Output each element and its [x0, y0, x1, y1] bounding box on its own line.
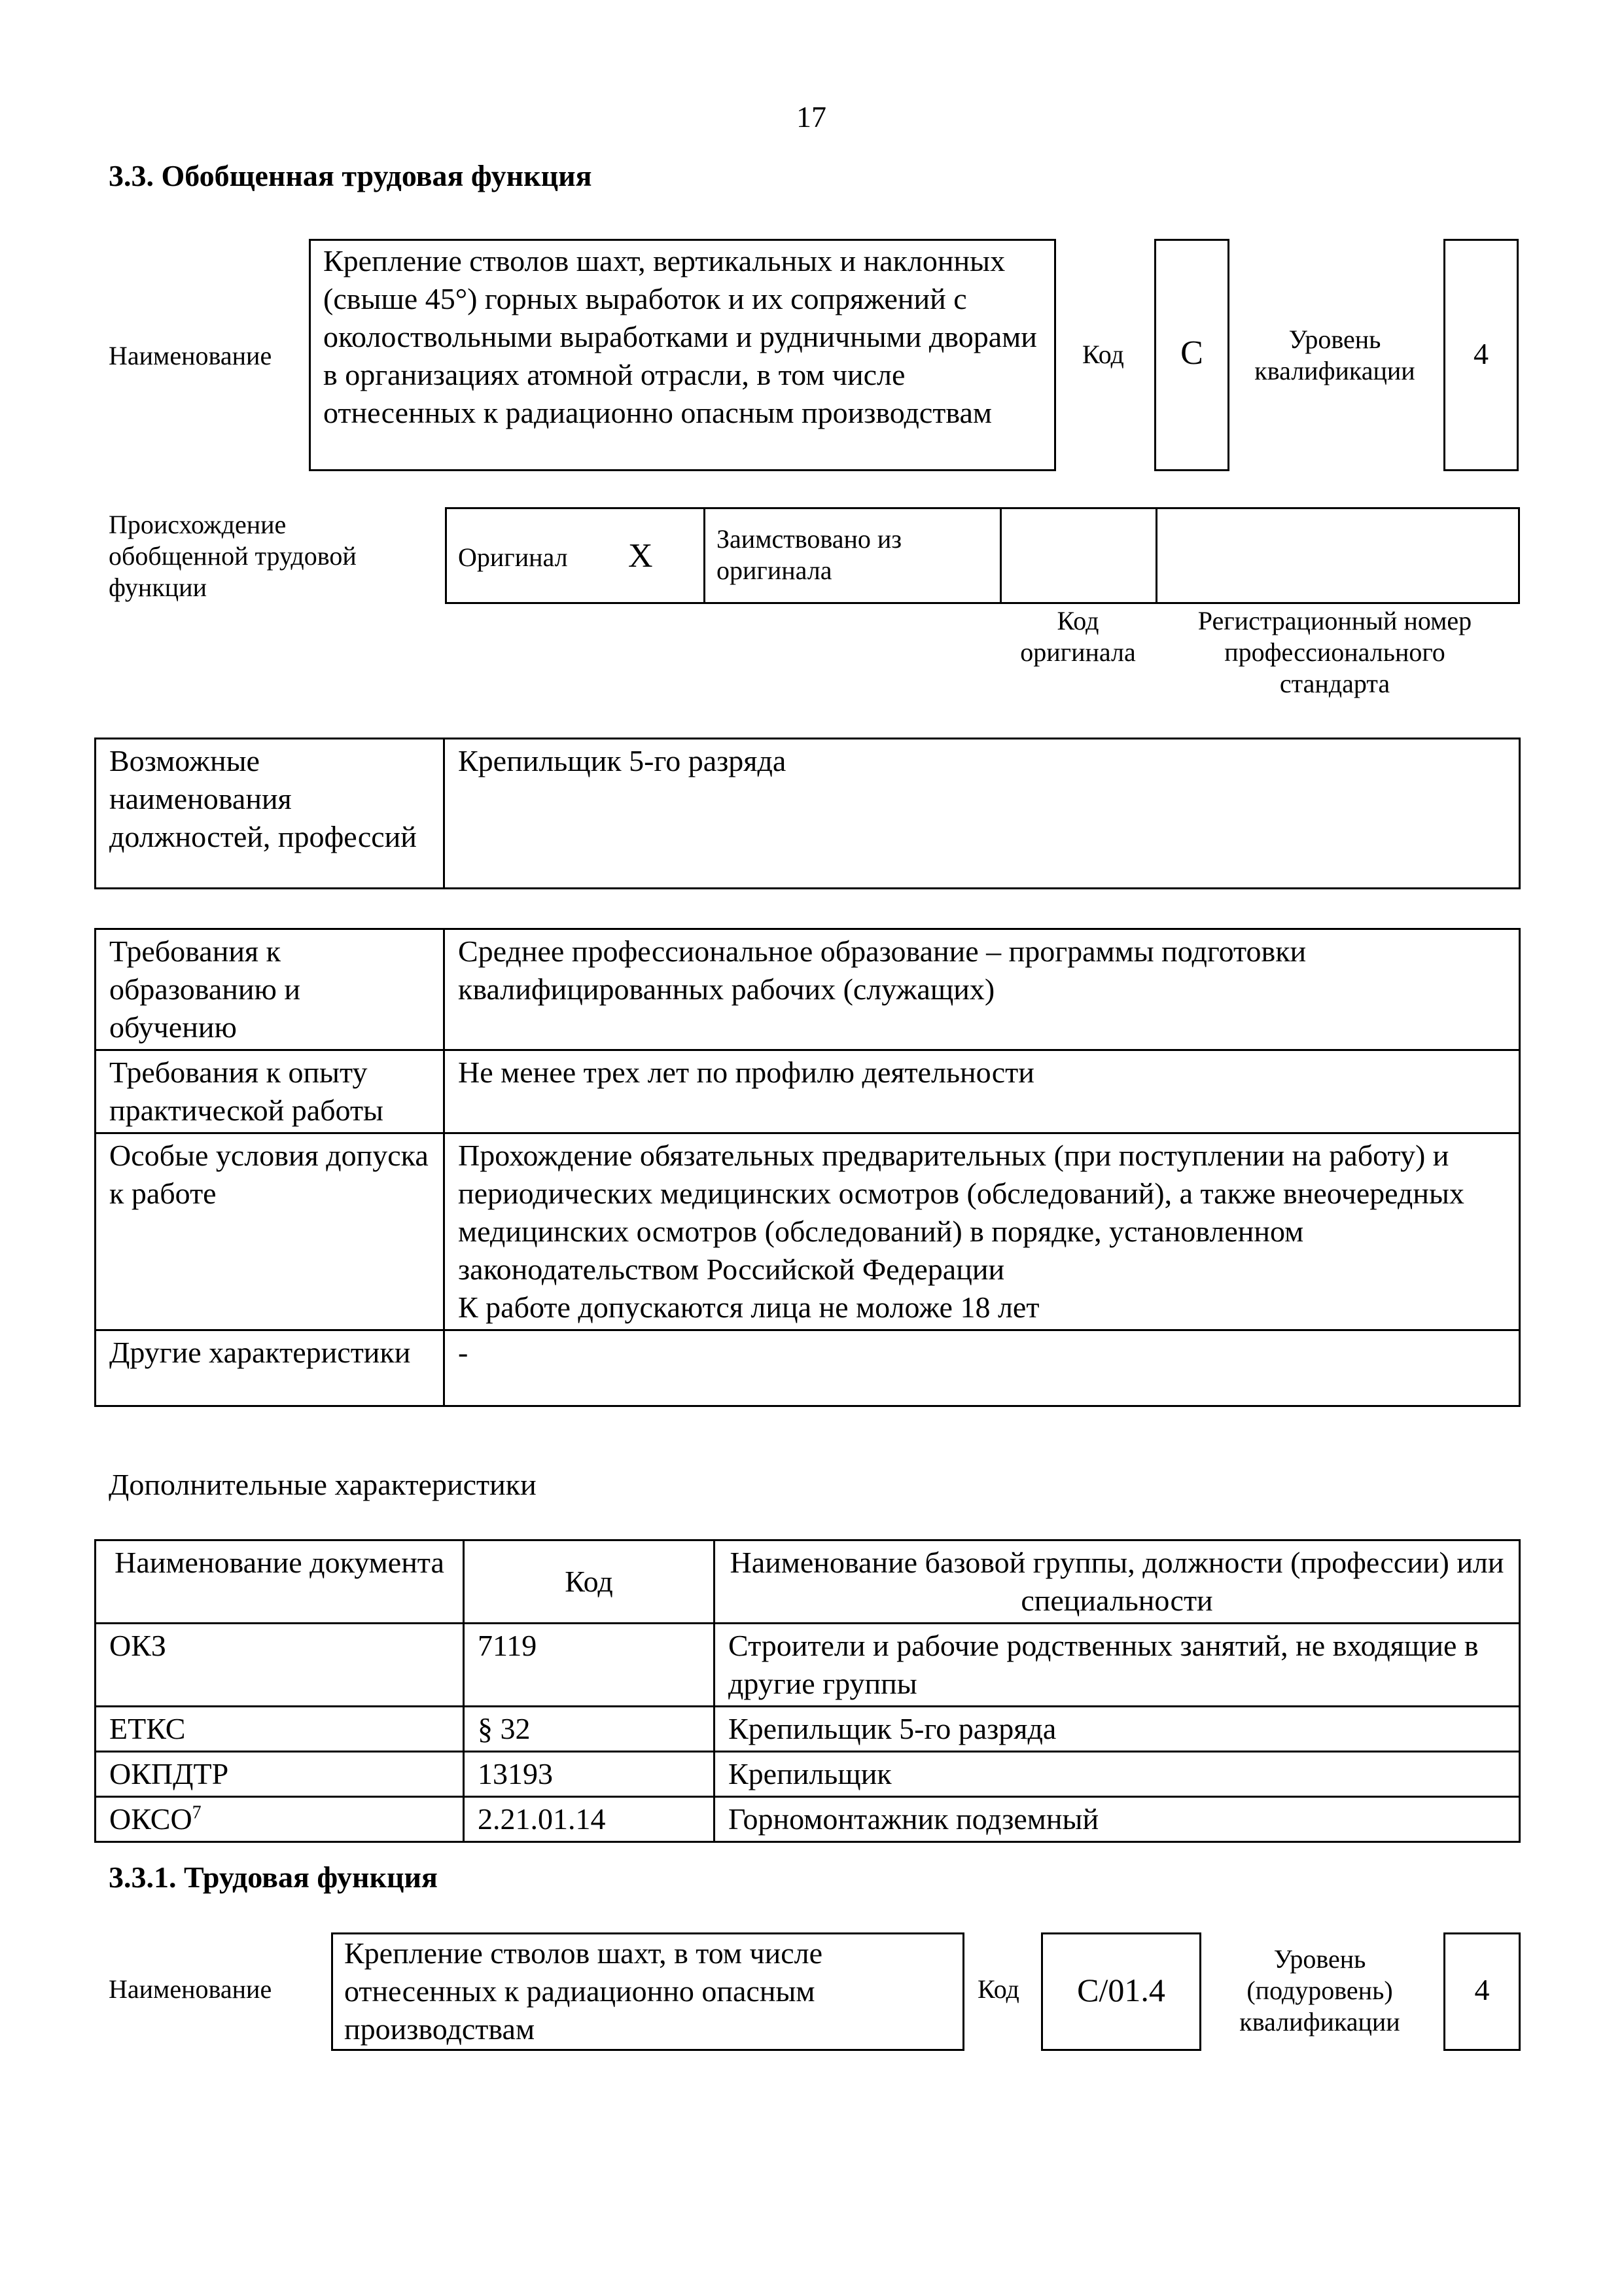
education-label: Требования к образованию и обучению — [96, 929, 444, 1050]
code-label: Код — [1082, 340, 1124, 369]
header-doc: Наименование документа — [96, 1540, 464, 1624]
reg-number-caption: Регистрационный номер профессионального стандарта — [1197, 606, 1472, 698]
header-name: Наименование базовой группы, должности (профессии) или специальности — [715, 1540, 1520, 1624]
row-name: Горномонтажник подземный — [715, 1797, 1520, 1842]
row-doc: ОКПДТР — [96, 1752, 464, 1797]
education-value: Среднее профессиональное образование – программы подготовки квалифицированных рабочих (служащих) — [444, 929, 1520, 1050]
positions-table — [94, 738, 1521, 889]
row-doc: ОКСО — [109, 1802, 192, 1836]
origin-divider — [1000, 507, 1002, 604]
admission-age: К работе допускаются лица не моложе 18 лет — [458, 1290, 1040, 1324]
original-label: Оригинал — [458, 543, 568, 572]
admission-label: Особые условия допуска к работе — [96, 1133, 444, 1330]
function-name-value: Крепление стволов шахт, в том числе отнесенных к радиационно опасным производствам — [344, 1936, 823, 2046]
other-value: - — [444, 1330, 1520, 1406]
additional-title: Дополнительные характеристики — [109, 1468, 537, 1501]
name-value: Крепление стволов шахт, вертикальных и наклонных (свыше 45°) горных выработок и их сопряжений с околоствольными выработками и рудничными дворами в организациях атомной отрасли, в том числе отнесенных к радиационно опасным производствам — [323, 244, 1037, 429]
function-level-value: 4 — [1474, 1973, 1490, 2006]
function-level-label: Уровень (подуровень) квалификации — [1239, 1944, 1400, 2037]
code-original-caption: Код оригинала — [1020, 606, 1136, 667]
row-code: 2.21.01.14 — [464, 1797, 715, 1842]
level-label: Уровень квалификации — [1254, 325, 1415, 385]
page-number: 17 — [796, 100, 826, 133]
code-value: C — [1180, 334, 1203, 372]
function-code-value: C/01.4 — [1077, 1972, 1165, 2008]
row-code: 13193 — [464, 1752, 715, 1797]
table-row — [96, 1752, 1520, 1797]
header-code: Код — [464, 1540, 715, 1624]
requirements-table — [94, 928, 1521, 1407]
origin-label: Происхождение обобщенной трудовой функции — [109, 510, 357, 602]
row-name: Крепильщик — [715, 1752, 1520, 1797]
original-mark: X — [628, 537, 653, 575]
table-row — [96, 1797, 1520, 1842]
function-code-label: Код — [978, 1974, 1019, 2004]
other-label: Другие характеристики — [96, 1330, 444, 1406]
origin-divider — [1156, 507, 1157, 604]
table-row — [96, 1707, 1520, 1752]
row-name: Строители и рабочие родственных занятий, не входящие в другие группы — [715, 1624, 1520, 1707]
row-code: § 32 — [464, 1707, 715, 1752]
subsection-title: 3.3.1. Трудовая функция — [109, 1860, 438, 1894]
admission-cell — [444, 1133, 1520, 1330]
section-title: 3.3. Обобщенная трудовая функция — [109, 159, 592, 192]
experience-value: Не менее трех лет по профилю деятельности — [444, 1050, 1520, 1133]
function-name-label: Наименование — [109, 1974, 272, 2004]
row-name: Крепильщик 5-го разряда — [715, 1707, 1520, 1752]
origin-divider — [703, 507, 705, 604]
additional-table — [94, 1539, 1521, 1843]
row-doc-cell — [96, 1797, 464, 1842]
name-label: Наименование — [109, 341, 272, 370]
footnote-mark: 7 — [192, 1802, 202, 1823]
positions-label: Возможные наименования должностей, профессий — [96, 739, 444, 889]
row-doc: ЕТКС — [96, 1707, 464, 1752]
positions-value: Крепильщик 5-го разряда — [444, 739, 1520, 889]
experience-label: Требования к опыту практической работы — [96, 1050, 444, 1133]
row-doc: ОКЗ — [96, 1624, 464, 1707]
borrowed-label: Заимствовано из оригинала — [716, 524, 902, 585]
table-row — [96, 1624, 1520, 1707]
admission-value: Прохождение обязательных предварительных (при поступлении на работу) и периодических медицинских осмотров (обследований), а также внеочередных медицинских осмотров (обследований) в порядке, установленном законодательством Российской Федерации — [458, 1139, 1464, 1286]
row-code: 7119 — [464, 1624, 715, 1707]
level-value: 4 — [1474, 337, 1489, 370]
